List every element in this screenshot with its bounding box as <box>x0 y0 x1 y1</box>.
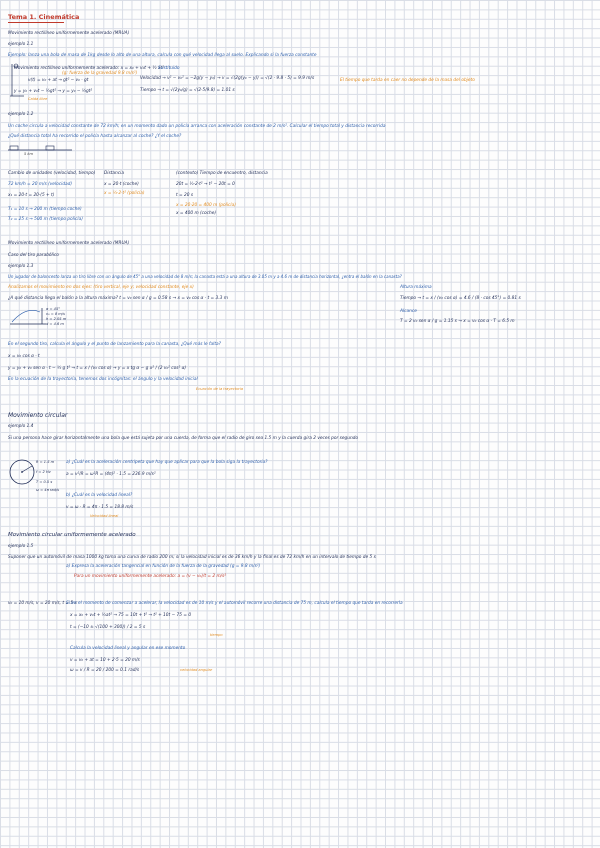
s4-question-a: a) ¿Cuál es la aceleración centrípeta que hay que aplicar para que la bola siga la trayectoria? <box>66 460 268 465</box>
s4-statement: Si una persona hace girar horizontalmente una bola que está sujeta por una cuerda, de forma que el radio de giro sea 1.5 m y la cuerda gira 2 veces por segundo <box>8 436 359 441</box>
s3-line3: ¿A qué distancia llega el balón a la altura máxima? t = v₀ sen α / g = 0.58 s → x = v₀ cos α · t = 3.3 m <box>8 296 228 301</box>
s3-basket-diagram <box>8 304 48 328</box>
s1-eq2: v(t) = v₀ + at → gt² − v₀ · gt <box>28 78 89 83</box>
s1-fall-diagram <box>8 60 28 100</box>
s4-example: ejemplo 1.4 <box>8 424 34 429</box>
s3-data: d = 4.6 m <box>46 322 64 326</box>
s2-col3-heading: (contexto) Tiempo de encuentro, distancia <box>176 171 268 176</box>
s2-col1-line: 72 km/h = 20 m/s (velocidad) <box>8 182 73 187</box>
s4-data: ω = 4π rad/s <box>36 488 59 492</box>
s4-circle-diagram <box>8 458 36 486</box>
s3-line4-eq: T = 2 v₀ sen α / g = 1.15 s → x = v₀ cos α · T = 6.5 m <box>400 319 515 324</box>
s1-statement: Ejemplo: lanza una bola de masa de 1kg desde lo alto de una altura, calcula con qué velocidad llega al suelo. Explicando si la fuerza constante <box>8 53 317 58</box>
s2-example: ejemplo 1.2 <box>8 112 34 117</box>
s5-note-time: tiempo <box>210 633 223 637</box>
s1-eq5: Tiempo → t = √(2y₀/g) = √(2·5/9.8) = 1.01 s <box>140 88 235 93</box>
s3-q-line1: x = v₀ cos α · t <box>8 354 40 359</box>
s2-col1-line: x₁ = 20·t = 20·(5 + t) <box>8 193 55 198</box>
s1-eq3: y = y₀ + v₀t − ½gt² → y = y₀ − ½gt² <box>14 89 93 94</box>
s2-distance-label: 5 km <box>24 152 34 156</box>
s5-answer-b2: t = (−10 ± √(100 + 300)) / 2 = 5 s <box>70 625 146 630</box>
s2-col2-line: x = ½·2·t² (policía) <box>104 191 145 196</box>
s2-col1-line: T₂ = 25 s → 500 m (tiempo policía) <box>8 217 83 222</box>
s3-example: ejemplo 1.3 <box>8 264 34 269</box>
s4-question-b: b) ¿Cuál es la velocidad lineal? <box>66 493 133 498</box>
s1-eq1-note: (g: fuerza de la gravedad 9.8 m/s²) <box>62 71 138 76</box>
s3-q-note: Ecuación de la trayectoria <box>196 387 243 391</box>
s2-col3-line: 20t = ½·2·t² → t² − 20t = 0 <box>176 182 235 187</box>
s5-question-b: Si en el momento de comenzar a acelerar, la velocidad es de 10 m/s y el automóvil recorre una distancia de 75 m, calcula el tiempo que tarda en recorrerla <box>66 601 403 606</box>
s3-line4: Alcance <box>400 309 417 314</box>
s3-heading: Movimiento rectilíneo uniformemente acelerado (MRUA) <box>8 241 130 246</box>
s2-col3-line: t = 20 s <box>176 193 194 198</box>
s5-answer-c1: v = v₀ + at = 10 + 2·5 = 20 m/s <box>70 658 140 663</box>
s3-data: v₀ = 8 m/s <box>46 312 65 316</box>
s4-data: T = 0.5 s <box>36 480 53 484</box>
s5-answer-b1: x = x₀ + v₀t + ½at² → 75 = 10t + t² → t² + 10t − 75 = 0 <box>70 613 192 618</box>
s5-heading: Movimiento circular uniformemente acelerado <box>8 532 136 538</box>
s3-line3-time: Tiempo → t = x / (v₀ cos α) = 4.6 / (8 · cos 45°) = 0.81 s <box>400 296 521 301</box>
s3-q-line3: En la ecuación de la trayectoria, tenemos dos incógnitas: el ángulo y la velocidad inicial <box>8 377 198 382</box>
s5-statement: Suponer que un automóvil de masa 1000 kg toma una curva de radio 200 m; si la velocidad inicial es de 36 km/h y la final es de 72 km/h en un intervalo de tiempo de 5 s <box>8 555 376 560</box>
s2-col1-heading: Cambio de unidades (velocidad, tiempo) <box>8 171 96 176</box>
s2-col2-line: x = 20·t (coche) <box>104 182 139 187</box>
s5-answer-a: Para un movimiento uniformemente acelerado: a = (v − v₀)/t = 2 m/s² <box>74 574 227 579</box>
s3-line2: Analizamos el movimiento en dos ejes: (tiro vertical, eje y; velocidad constante, eje x) <box>8 285 194 290</box>
s3-question: En el segundo tiro, calcula el ángulo y el punto de lanzamiento para la canasta, ¿Qué más le falta? <box>8 342 221 347</box>
s2-col3-line: x = 400 m (coche) <box>176 211 217 216</box>
s1-eq3-note: Caída libre <box>28 97 48 101</box>
s1-eq1: Movimiento rectilíneo uniformemente acelerado: x = x₀ + v₀t + ½ at² <box>14 66 164 71</box>
s5-data: v₀ = 10 m/s, v = 20 m/s, t = 5 s <box>8 601 77 606</box>
s1-example: ejemplo 1.1 <box>8 42 34 47</box>
s1-substituted: Sustituido <box>158 66 180 71</box>
s5-question-a: a) Expresa la aceleración tangencial en función de la fuerza de la gravedad (g = 9.8 m/s²) <box>66 564 261 569</box>
s2-col3-line: x = 20·20 = 400 m (policía) <box>176 203 236 208</box>
s1-eq4: Velocidad → v² − v₀² = −2g(y − y₀) → v = √(2g(y₀ − y)) = √(2 · 9.8 · 5) = 9.9 m/s <box>140 76 315 81</box>
s5-question-c: Calcula la velocidad lineal y angular en ese momento <box>70 646 186 651</box>
s4-data: f = 2 Hz <box>36 470 51 474</box>
s4-answer-b: v = ω · R = 4π · 1.5 = 18.8 m/s <box>66 505 134 510</box>
s4-note: Velocidad lineal <box>90 514 119 518</box>
page-title: Tema 1. Cinemática <box>8 13 80 21</box>
s3-subheading: Caso del tiro parabólico <box>8 253 59 258</box>
s3-line2-note: Altura máxima <box>400 285 432 290</box>
s2-col1-line: T₁ = 10 s → 200 m (tiempo coche) <box>8 207 82 212</box>
s1-eq4-note: El tiempo que tarda en caer no depende de la masa del objeto <box>340 78 475 83</box>
s4-data: R = 1.5 m <box>36 460 55 464</box>
s2-statement-2: ¿Qué distancia total ha recorrido el policía hasta alcanzar al coche? ¿Y el coche? <box>8 134 182 139</box>
s3-statement: Un jugador de baloncesto lanza un tiro libre con un ángulo de 45° a una velocidad de 8 m/s; la canasta está a una altura de 3.05 m y a 4.6 m de distancia horizontal, ¿entra el balón en la canasta? <box>8 274 402 279</box>
s2-statement: Un coche circula a velocidad constante de 72 km/h; en un momento dado un policía arranca con aceleración constante de 2 m/s². Calcular el tiempo total y distancia recorrida <box>8 124 386 129</box>
s1-heading: Movimiento rectilíneo uniformemente acelerado (MRUA) <box>8 31 130 36</box>
s3-q-line2: y = y₀ + v₀ sen α · t − ½ g t² → t = x / (v₀ cos α) → y = x tg α − g x² / (2 v₀² cos² α) <box>8 366 187 371</box>
s4-heading: Movimiento circular <box>8 412 68 419</box>
s5-example: ejemplo 1.5 <box>8 544 34 549</box>
s3-data: h = 2.05 m <box>46 317 67 321</box>
s5-note-angular: velocidad angular <box>180 668 213 672</box>
s5-answer-c2: ω = v / R = 20 / 200 = 0.1 rad/s <box>70 668 140 673</box>
s4-answer-a: a = v²/R = ω²R = (4π)² · 1.5 = 236.9 m/s² <box>66 472 156 477</box>
s2-col2-heading: Distancia <box>104 171 124 176</box>
s2-road-diagram <box>6 142 76 160</box>
s3-data: α = 45° <box>46 307 61 311</box>
title-underline <box>8 22 64 23</box>
